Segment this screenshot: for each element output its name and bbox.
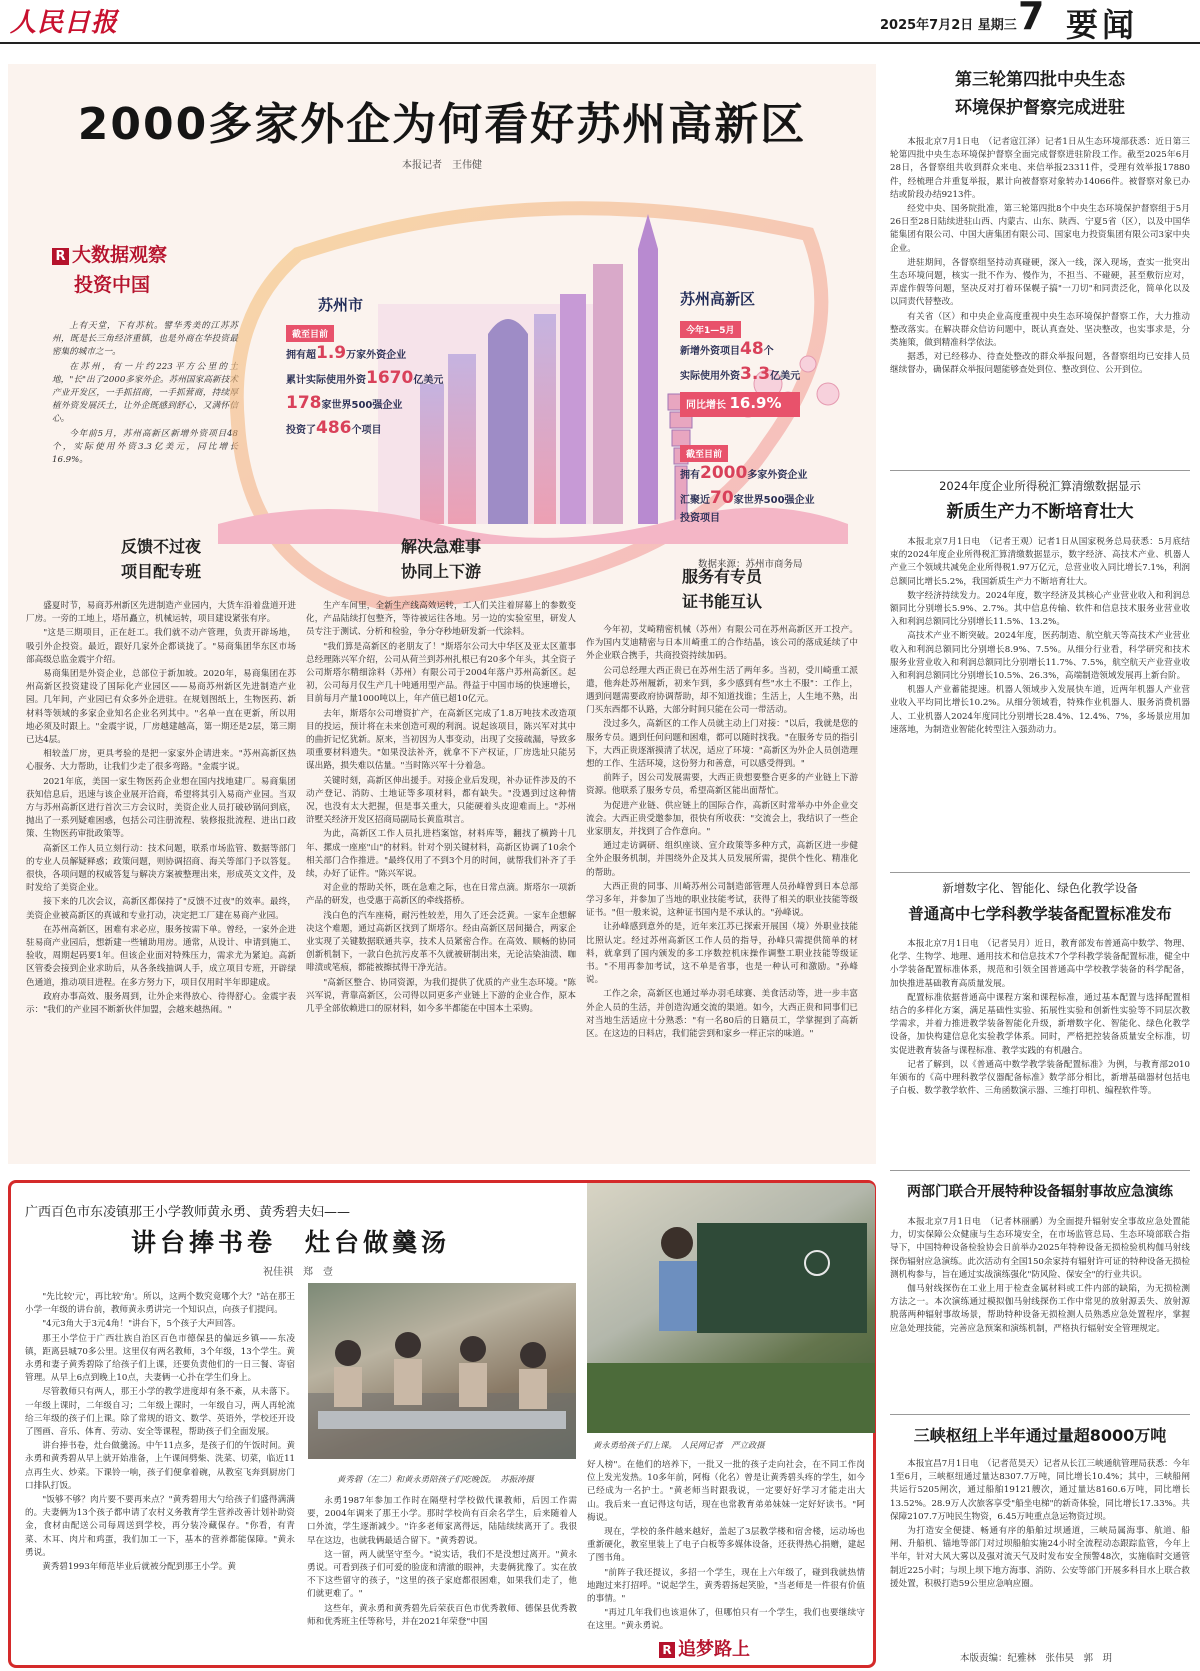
dining-scene-illustration — [308, 1283, 576, 1459]
story-title: 讲台捧书卷 灶台做羹汤 — [131, 1228, 451, 1257]
teacher-blackboard-illustration — [587, 1183, 875, 1433]
section-2-heading: 解决急难事 协同上下游 — [400, 537, 481, 581]
story-col-3: 好人榜"。在他们的培养下，一批又一批的孩子走向社会，在不同工作岗位上发光发热。10多年前，阿梅（化名）曾是让黄秀碧头疼的学生，如今已经成为一名护士。"黄老师当时跟我说，一定要好好学习才能走出大山。我后来一直记得这句话，现在也常教育弟弟妹妹一定好好读书。"阿梅说。 现在，学校的条件越来越好，盖起了3层教学楼和宿舍楼，运动场也重新硬化，教室里装上了电子白板等多媒体设备，还获得热心捐赠，建起了图书角。 "前阵子我还提议，多招一个学生，现在上六年级了，碰到我就热情地跑过来打招呼。"说起学生，黄秀碧扬起笑脸，"当老师是一件很有价值的事情。" "再过几年我们也该退休了，但哪怕只有一个学生，我们也要继续守在这里。"黄永勇说。 — [587, 1460, 865, 1631]
article-5-body: 本报宜昌7月1日电 （记者范昊天）记者从长江三峡通航管理局获悉：今年1至6月，三峡枢纽通过量达8307.7万吨，同比增长10.4%；其中，三峡船闸共运行5205闸次，通过船舶19121艘次，通过量达8160.6万吨，同比增长13.52%。28.9万人次旅客享受"船坐电梯"的新奇体验，同比增长17.33%。共保障2107.7万吨民生物资，6.45万吨重点急运物资过坝。 为打造安全便捷、畅通有序的船舶过坝通道，三峡局属海事、航道、船闸、升船机、锚地等部门对过坝船舶实施24小时全流程动态跟踪监管，今年上半年，针对大风大雾以及强对流天气及时发布安全预警48次，实施临时交通管制近225小时；与坝上坝下地方海事、消防、公安等部门开展多科目水上联合救援处置，积极打造59公里应急响应圈。 — [890, 1459, 1190, 1589]
article-3-headline: 普通高中七学科教学装备配置标准发布 — [908, 905, 1172, 923]
classroom-photo — [587, 1183, 875, 1433]
suzhou-hitech-zone-title: 苏州高新区 — [680, 290, 756, 308]
dinner-photo — [308, 1283, 576, 1459]
classroom-photo-caption: 黄永勇给孩子们上课。 人民网记者 严立政摄 — [593, 1440, 765, 1450]
story-kicker: 广西百色市东凌镇那王小学教师黄永勇、黄秀碧夫妇—— — [25, 1205, 351, 1220]
suzhou-city-stats: 截至目前 拥有超1.9万家外资企业 累计实际使用外资1670亿美元 178家世界500强企业 投资了486个项目 — [286, 322, 443, 442]
story-col-1: "先比较'元'，再比较'角'。所以，这两个数究竟哪个大？"站在那王小学一年级的讲台前，教师黄永勇讲完一个知识点，向孩子们提问。 "4元3角大于3元4角！"讲台下，5个孩子大声回答。 那王小学位于广西壮族自治区百色市德保县的偏远乡镇——东凌镇，距离县城70多公里。这里仅有两名教师，3个年级，13个学生。黄永勇和妻子黄秀碧除了给孩子们上课，还要负责他们的一日三餐、寄宿管理。从早上6点到晚上10点，夫妻俩一心扑在学生们身上。 尽管教师只有两人，那王小学的教学进度却有条不紊，从未落下。一年级上课时，二年级自习；二年级上课时，一年级自习，两人再轮流给三年级的孩子们上课。除了常规的语文、数学、英语外，学校还开设了图画、音乐、体育、劳动、安全等课程，帮助孩子们全面发展。 讲台捧书卷，灶台做羹汤。中午11点多，是孩子们的午饭时间。黄永勇和黄秀碧从早上就开始准备，上午课间劈柴、洗菜、切菜，临近11点再生火、炒菜。下课铃一响，孩子们便拿着碗，从教室飞奔到厨房门口排队打饭。 "饭够不够？肉片要不要再来点？"黄秀碧用大勺给孩子们盛得满满的。夫妻俩为13个孩子都申请了农村义务教育学生营养改善计划补助资金，食材由配送公司每周送到学校，再分装冷藏保存。"你看，有青菜、木耳、肉片和鸡蛋，我们加工一下，基本的营养都能保障。"黄永勇说。 黄秀碧1993年师范毕业后就被分配到那王小学。黄 — [25, 1292, 295, 1573]
page-editors: 本版责编：纪雅林 张伟昊 郭 玥 — [960, 1653, 1113, 1664]
story-col-2: 永勇1987年参加工作时在隔壁村学校做代课教师，后因工作需要，2004年调来了那王小学。那时学校尚有百余名学生，后来随着人口外流，学生逐渐减少。"许多老师家离得远，陆陆续续离开了。我很早在这边，也就我俩最适合留下。"黄秀碧说。 这一留，两人就坚守至今。"说实话，我们不是没想过离开。"黄永勇说。可看到孩子们可爱的脸庞和清澈的眼神，夫妻俩犹豫了。实在放不下这些留守的孩子，"这里的孩子家庭都很困难，如果我们走了，他们就更难了。" 这些年，黄永勇和黄秀碧先后荣获百色市优秀教师、德保县优秀教师和优秀班主任等称号，并在2021年荣登"中国 — [307, 1496, 577, 1627]
article-5-headline: 三峡枢纽上半年通过量超8000万吨 — [913, 1426, 1167, 1445]
section-1-heading: 反馈不过夜 项目配专班 — [120, 537, 201, 581]
feature-byline: 本报记者 王伟健 — [402, 160, 482, 171]
newspaper-logo: 人民日报 — [10, 8, 119, 38]
article-3-body: 本报北京7月1日电 （记者吴月）近日，教育部发布普通高中数学、物理、化学、生物学、地理、通用技术和信息技术7个学科教学装备配置标准，健全中小学装备配置标准体系，规范和引领全国普通高中学校教学装备的科学配备，加快推进基础教育高质量发展。 配置标准依据普通高中课程方案和课程标准，通过基本配置与选择配置相结合的多样化方案，满足基础性实验、拓展性实验和创新性实验等不同层次教学需求，并着力推进教学装备智能化升级，新增数字化、智能化、绿色化教学设备，加快构建信息化实验教学体系。同时，严格把控装备质量安全标准，切实促进教育装备与课程标准、教学实践的有机融合。 记者了解到，以《普通高中数学教学装备配置标准》为例，与教育部2010年颁布的《高中理科教学仪器配备标准》数学部分相比，新增基础器材包括电子白板、数学教学软件、三角函数演示器、三维打印机、编程软件等。 — [890, 939, 1190, 1097]
article-3-kicker: 新增数字化、智能化、绿色化教学设备 — [942, 881, 1138, 895]
publication-date: 2025年7月2日 星期三 — [880, 18, 1017, 33]
section-col-3 — [586, 564, 858, 1042]
divider — [890, 872, 1190, 873]
article-2-body: 本报北京7月1日电 （记者王观）记者1日从国家税务总局获悉：5月底结束的2024年度企业所得税汇算清缴数据显示，数字经济、高技术产业、机器人产业三个领域共减免企业所得税1.97万亿元，总营业收入同比增长7.1%，利润总额同比增长5.2%，我国新质生产力不断培育壮大。 数字经济持续发力。2024年度，数字经济及其核心产业营业收入和利润总额同比分别增长5.9%、2.7%。其中信息传输、软件和信息技术服务业营业收入和利润总额同比分别增长11.5%、13.2%。 高技术产业不断突破。2024年度，医药制造、航空航天等高技术产业营业收入和利润总额同比分别增长8.9%、7.5%。从细分行业看，科学研究和技术服务业营业收入和利润总额同比分别增长11.7%、7.5%，航空航天产业营业收入和利润总额同比分别增长10.5%、26.3%，高端制造领域发展再上新台阶。 机器人产业蓄能提速。机器人领域步入发展快车道，近两年机器人产业营业收入平均同比增长10.2%。从细分领域看，特殊作业机器人、服务消费机器人、工业机器人2024年度同比分别增长28.4%、12.4%、7%，多场景应用加速落地，为制造业智能化转型注入强劲动力。 — [890, 537, 1190, 735]
feature-intro: 上有天堂，下有苏杭。譬华秀美的江苏苏州，既是长三角经济重镇，也是外商在华投资最密集的城市之一。 在苏州，有一片约223平方公里的土地，"长"出了2000多家外企。苏州国家高新技术产业开发区，一手抓招商，一手抓营商，持续厚植外资发展沃土，让外企既感到舒心，又满怀信心。 今年前5月，苏州高新区新增外资项目48个，实际使用外资3.3亿美元，同比增长16.9%。 — [52, 321, 238, 466]
divider — [890, 1414, 1190, 1415]
section-col-1 — [26, 534, 296, 1018]
hitech-zone-ytd-stats: 今年1—5月 新增外资项目48个 实际使用外资3.3亿美元 同比增长 16.9% — [680, 318, 800, 417]
section-3-heading: 服务有专员 证书能互认 — [681, 567, 762, 611]
article-4-body: 本报北京7月1日电 （记者林丽鹂）为全面提升辐射安全事故应急处置能力，切实保障公众健康与生态环境安全，在市场监管总局、生态环境部联合指导下，中国特种设备检验协会日前举办2025年特种设备无损检验机构伽马射线探伤辐射应急演练。此次活动有全国150余家持有辐射许可证的特种设备无损检测机构参与，旨在通过实战演练强化"防风险、保安全"的行业共识。 伽马射线探伤在工业上用于检查金属材料或工件内部的缺陷，为无损检测方法之一。本次演练通过模拟伽马射线探伤工作中常见的放射源丢失、放射源脱落两种辐射事故场景，帮助特种设备无损检测人员熟悉应急处置程序，掌握应急处理技能，完善应急预案和演练机制，严格执行辐射安全管理规定。 — [890, 1217, 1190, 1334]
column-badge: R 大数据观察 — [52, 240, 167, 267]
article-radiation-drill — [890, 1178, 1190, 1337]
hitech-zone-total-stats: 截至目前 拥有2000多家外资企业 汇聚近70家世界500强企业 投资项目 — [680, 442, 815, 526]
section-1-body: 盛夏时节，易商苏州新区先进制造产业园内，大货车沿着盘道开进厂房。一旁的工地上，塔吊矗立，机械运转，项目建设紧张有序。 "这是三期项目，正在赶工。我们就不动产管理，负责开辟场地，吸引外企投资。最近，跟好几家外企都谈拢了。"易商集团华东区市场部高级总监金震宇介绍。 易商集团是外资企业，总部位于新加坡。2020年，易商集团在苏州高新区投资建设了国际化产业园区——易商苏州新区先进制造产业园。几年间，产业园已有众多外企进驻。在规划图纸上，生物医药、新材料等领域的多家企业知名企业名列其中。"名单一直在更新，所以用地必须及时跟上。"金震宇说，厂房越建越高，第一期还是2层，第三期已达4层。 相较盖厂房，更具考验的是把一家家外企请进来。"苏州高新区热心服务、大力帮助，让我们少走了很多弯路。"金震宇说。 2021年底，美国一家生物医药企业想在国内找地建厂。易商集团获知信息后，迅速与该企业展开洽商，希望将其引入易商产业园。当双方与苏州高新区进行首次三方会议时，美资企业人员打破砂锅问到底，抛出了一系列疑难困惑，包括公司注册流程、装修报批流程、进出口政策、生物医药审批政策等。 高新区工作人员立刻行动：技术问题，联系市场监管、数据等部门的专业人员解疑释惑；政策问题，则协调招商、海关等部门予以答复。很快，各项问题的权威答复与解决方案被整理出来，形成英文文件，及时发给了美资企业。 接下来的几次会议，高新区都保持了"反馈不过夜"的效率。最终，美资企业被高新区的真诚和专业打动，决定把工厂建在易商产业园。 在苏州高新区，困难有求必应，服务按需下单。曾经，一家外企进驻易商产业园后，想新建一些辅助用房。通常，从设计、申请到施工、验收，周期起码要1年。但该企业面对特殊压力，需求尤为紧迫。高新区管委会接到企业求助后，从各条线抽调人手，成立项目专班，开辟绿色通道，推动项目进程。在多方努力下，项目仅用时半年即建成。 政府办事高效、服务周到，让外企来得放心、待得舒心。金震宇表示："我们的产业园不断新伙伴加盟，会越来越热闹。" — [26, 601, 296, 1016]
article-tax-data — [890, 478, 1190, 738]
article-ecology-inspection — [890, 66, 1190, 379]
suzhou-city-title: 苏州市 — [318, 296, 364, 314]
r-logo-icon: R — [52, 248, 69, 265]
section-col-2 — [306, 534, 576, 1017]
feature-article — [8, 64, 876, 1164]
section-name: 要闻 — [1066, 6, 1139, 44]
article-2-headline: 新质生产力不断培育壮大 — [946, 502, 1134, 522]
story-byline: 祝佳祺 郑 壹 — [263, 1267, 333, 1278]
teacher-story-box — [8, 1180, 876, 1668]
divider — [890, 470, 1190, 471]
feature-headline: 2000多家外企为何看好苏州高新区 — [77, 99, 807, 150]
r-logo-icon: R — [659, 1642, 675, 1658]
article-4-headline: 两部门联合开展特种设备辐射事故应急演练 — [907, 1184, 1173, 1200]
article-three-gorges — [890, 1422, 1190, 1654]
article-1-body: 本报北京7月1日电 （记者寇江泽）记者1日从生态环境部获悉：近日第三轮第四批中央生态环境保护督察全面完成督察进驻阶段工作。截至2025年6月28日，各督察组共收到群众来电、来信举报23311件，受理有效举报17880件，经梳理合并重复举报，累计向被督察对象转办14066件。被督察对象已办结或阶段办结9213件。 经党中央、国务院批准，第三轮第四批8个中央生态环境保护督察组于5月26日至28日陆续进驻山西、内蒙古、山东、陕西、宁夏5省（区），以及中国华能集团有限公司、中国大唐集团有限公司、国家电力投资集团有限公司3家中央企业。 进驻期间，各督察组坚持动真碰硬，深入一线，深入现场，查实一批突出生态环境问题，核实一批不作为、慢作为，不担当、不碰硬，甚至敷衍应对，弄虚作假等问题，坚决反对打着环保幌子搞"一刀切"和同责泛化，简单化以及以同责代替整改。 有关省（区）和中央企业高度重视中央生态环境保护督察工作，大力推动整改落实。在解决群众信访问题中，既认真查处、坚决整改，也实事求是，分类施策，做到精准科学依法。 据悉，对已经移办、待查处整改的群众举报问题，各督察组均已安排人员继续督办，确保群众举报问题能够查处到位、整改到位、公开到位。 — [890, 137, 1190, 376]
dinner-photo-caption: 黄秀碧（左二）和黄永勇陪孩子们吃晚饭。 苏振涛摄 — [337, 1474, 534, 1484]
masthead — [0, 0, 1200, 44]
section-3-body: 今年初，艾崎精密机械（苏州）有限公司在苏州高新区开工投产。作为国内艾迪精密与日本川崎重工的合作结晶，该公司的落成延续了中外企业联合携手，共商投资持续加码。 公司总经理大西正贵已在苏州生活了两年多。当初，受川崎重工派遣，他奔赴苏州履新，初来乍到，多少感到有些"水土不服"：工作上，遇到问题需要政府协调帮助，却不知道找谁；生活上，人生地不熟，出门买东西都不认路，大部分时间只能在公司一带活动。 没过多久，高新区的工作人员就主动上门对接："以后，我就是您的服务专员。遇到任何问题和困难，都可以随时找我。"在服务专员的指引下，大西正贵逐渐摸清了状况，适应了环境："高新区为外企人员创造理想的工作、生活环境，这份努力和善意，可以感受得到。" 前阵子，因公司发展需要，大西正贵想要整合更多的产业链上下游资源。他联系了服务专员，希望高新区能出面帮忙。 为促进产业链、供应链上的国际合作，高新区时常举办中外企业交流会。大西正贵受邀参加，很快有所收获："交流会上，我结识了一些企业家朋友，并找到了合作意向。" 通过走访调研、组织座谈、宣介政策等多种方式，高新区进一步健全外企服务机制，并围绕外企及其人员发展所需，提供个性化、精准化的帮助。 大西正贵的同事、川崎苏州公司制造部管理人员孙峰曾到日本总部学习多年，并参加了当地的职业技能考试，获得了相关的职业技能等级证书。"但一般来说，这种证书国内是不承认的。"孙峰说。 让孙峰感到意外的是，近年来江苏已探索开展国（境）外职业技能比照认定。经过苏州高新区工作人员的指导，孙峰只需提供简单的材料，就拿到了国内颁发的多工序数控机床操作调整工职业技能等级证书。"不用再参加考试，这不单是省事，也是一种认可和激励。"孙峰说。 工作之余，高新区也通过举办羽毛球赛、美食活动等，进一步丰富外企人员的生活，并创造沟通交流的渠道。如今，大西正贵和同事们已对当地生活适应十分熟悉："有一名80后的日籍员工，学掌握到了高新区。在这边的日料店，我们能尝到和家乡一样正宗的味道。" — [586, 625, 858, 1040]
section-2-body: 生产车间里，全新生产线高效运转，工人们关注着屏幕上的参数变化，产品陆续打包整齐，等待被运往各地。另一边的实验室里，研发人员专注于测试、分析和检验，争分夺秒地研发新一代涂料。 "我们算是高新区的老朋友了！"斯塔尔公司大中华区及亚太区董事总经理陈兴军介绍，公司从荷兰到苏州扎根已有20多个年头，其全资子公司斯塔尔精细涂料（苏州）有限公司于2004年落户苏州高新区。起初，公司每月仅生产几十吨通用型产品。得益于中国市场的快速增长，目前每月产量1000吨以上，年产值已超10亿元。 去年，斯塔尔公司增资扩产，在高新区完成了1.8万吨技术改造项目的投运，预计将在未来创造可观的利润。说起该项目，陈兴军对其中的曲折记忆犹新。原来，当初因为人事变动，出现了交接疏漏，导致多项重要材料遗失。"如果没法补齐，就拿不下产权证，厂房选址只能另谋出路，损失难以估量。"当时陈兴军十分着急。 关键时刻，高新区伸出援手。对接企业后发现，补办证件涉及的不动产登记、消防、土地证等多项材料，都有缺失。"没遇到过这种情况，也没有太大把握，但是事关重大，只能硬着头皮迎难而上。"苏州浒墅关经济开发区招商局副局长黄监琪言。 为此，高新区工作人员扎进档案馆，材料库等，翻找了横跨十几年、摞成一座座"山"的材料。针对个别关键材料，高新区协调了10余个相关部门合作推进。"最终仅用了不到3个月的时间，就帮我们补齐了手续，办好了证件。"陈兴军说。 对企业的帮助关怀，既在急难之际，也在日常点滴。斯塔尔一项新产品的研发，也受惠于高新区的牵线搭桥。 浅白色的汽车座椅，耐污性较差，用久了还会泛黄。一家车企想解决这个难题，通过高新区找到了斯塔尔。经由高新区居间撮合，两家企业实现了关键数据联通共享，技术人员紧密合作。在高效、顺畅的协同创新机制下，一款白色抗污皮革不久就被研制出来，无论沾染油渍、咖啡渍或笔痕，都能被擦拭得干净光洁。 "高新区整合、协同资源，为我们提供了优质的产业生态环境。"陈兴军说，背靠高新区，公司得以同更多产业链上下游的企业合作，原本几乎全部依赖进口的原材料，如今多半都能在中国本土采购。 — [306, 601, 576, 1015]
article-2-kicker: 2024年度企业所得税汇算清缴数据显示 — [939, 479, 1141, 493]
page-number: 7 — [1018, 0, 1045, 38]
divider — [890, 1170, 1190, 1171]
data-source-note: 数据来源：苏州市商务局 — [698, 559, 803, 570]
article-1-headline: 第三轮第四批中央生态 环境保护督察完成进驻 — [955, 70, 1125, 118]
article-teaching-equipment — [890, 880, 1190, 1099]
column-badge-sub: 投资中国 — [74, 274, 151, 296]
footer-column-badge: R 追梦路上 — [659, 1635, 750, 1661]
